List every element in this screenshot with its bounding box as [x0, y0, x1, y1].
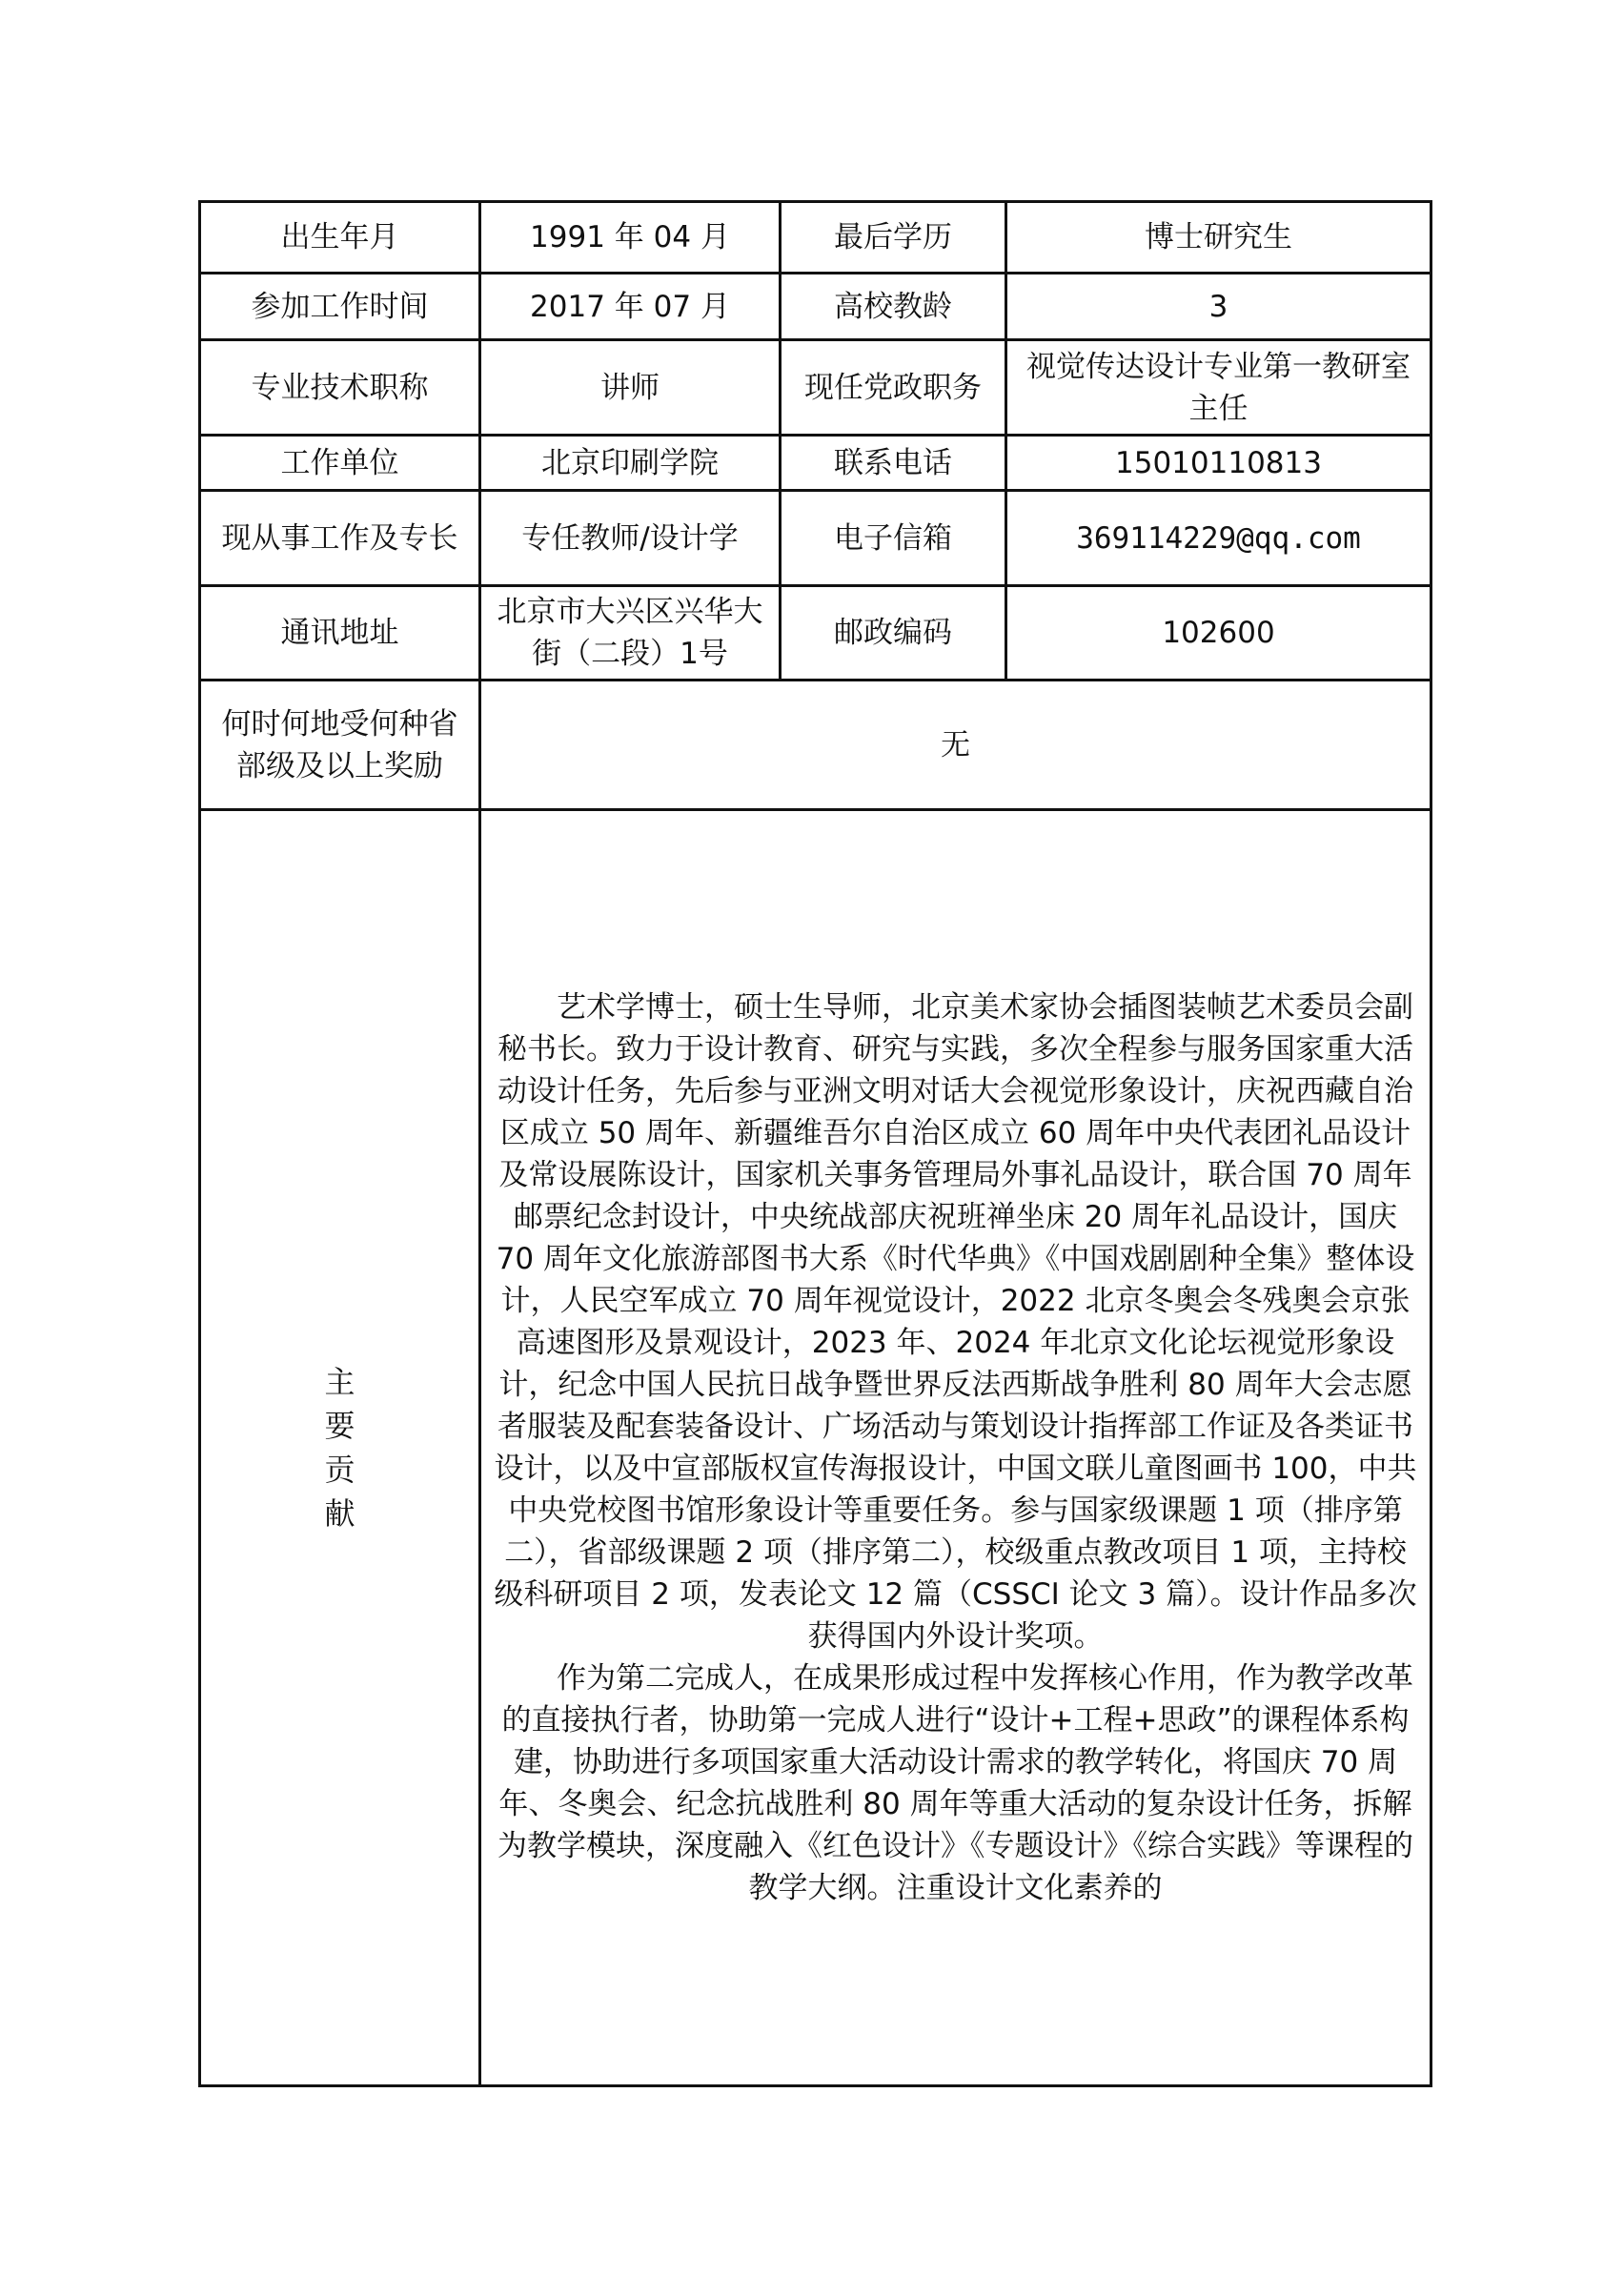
contribution-paragraph: 作为第二完成人，在成果形成过程中发挥核心作用，作为教学改革的直接执行者，协助第一完成人进行“设计+工程+思政”的课程体系构建，协助进行多项国家重大活动设计需求的教学转化，将国庆 70 周年、冬奥会、纪念抗战胜利 80 周年等重大活动的复杂设计任务，拆解为教学模块，深度融入《红色设计》《专题设计》《综合实践》等课程的教学大纲。注重设计文化素养的	[497, 1661, 1413, 1905]
table-row	[200, 681, 1431, 810]
postcode-value: 102600	[1006, 586, 1431, 681]
awards-label: 何时何地受何种省部级及以上奖励	[200, 681, 480, 810]
work-start-value: 2017 年 07 月	[480, 274, 781, 340]
email-value: 369114229@qq.com	[1006, 491, 1431, 586]
email-label: 电子信箱	[781, 491, 1006, 586]
table-row	[200, 436, 1431, 491]
contributions-label: 主要贡献	[324, 1364, 355, 1532]
position-label: 现任党政职务	[781, 340, 1006, 436]
contribution-paragraph: 艺术学博士，硕士生导师，北京美术家协会插图装帧艺术委员会副秘书长。致力于设计教育、研究与实践，多次全程参与服务国家重大活动设计任务，先后参与亚洲文明对话大会视觉形象设计，庆祝西藏自治区成立 50 周年、新疆维吾尔自治区成立 60 周年中央代表团礼品设计及常设展陈设计，国家机关事务管理局外事礼品设计，联合国 70 周年邮票纪念封设计，中央统战部庆祝班禅坐床 20 周年礼品设计，国庆 70 周年文化旅游部图书大系《时代华典》《中国戏剧剧种全集》整体设计，人民空军成立 70 周年视觉设计，2022 北京冬奥会冬残奥会京张高速图形及景观设计，2023 年、2024 年北京文化论坛视觉形象设计，纪念中国人民抗日战争暨世界反法西斯战争胜利 80 周年大会志愿者服装及配套装备设计、广场活动与策划设计指挥部工作证及各类证书设计，以及中宣部版权宣传海报设计，中国文联儿童图画书 100，中共中央党校图书馆形象设计等重要任务。参与国家级课题 1 项（排序第二），省部级课题 2 项（排序第二），校级重点教改项目 1 项，主持校级科研项目 2 项，发表论文 12 篇（CSSCI 论文 3 篇）。设计作品多次获得国内外设计奖项。	[494, 990, 1417, 1654]
awards-value: 无	[480, 681, 1431, 810]
title-label: 专业技术职称	[200, 340, 480, 436]
table-row	[200, 586, 1431, 681]
employer-value: 北京印刷学院	[480, 436, 781, 491]
current-work-label: 现从事工作及专长	[200, 491, 480, 586]
postcode-label: 邮政编码	[781, 586, 1006, 681]
phone-label: 联系电话	[781, 436, 1006, 491]
address-label: 通讯地址	[200, 586, 480, 681]
table-row	[200, 202, 1431, 274]
employer-label: 工作单位	[200, 436, 480, 491]
table-row	[200, 491, 1431, 586]
contributions-label-cell	[200, 810, 480, 2086]
phone-value: 15010110813	[1006, 436, 1431, 491]
education-label: 最后学历	[781, 202, 1006, 274]
table-row	[200, 810, 1431, 2086]
contributions-text	[480, 810, 1431, 2086]
teaching-years-value: 3	[1006, 274, 1431, 340]
position-value: 视觉传达设计专业第一教研室主任	[1006, 340, 1431, 436]
work-start-label: 参加工作时间	[200, 274, 480, 340]
personal-info-table	[198, 200, 1432, 2087]
address-value: 北京市大兴区兴华大街（二段）1号	[480, 586, 781, 681]
table-row	[200, 274, 1431, 340]
birth-date-label: 出生年月	[200, 202, 480, 274]
teaching-years-label: 高校教龄	[781, 274, 1006, 340]
current-work-value: 专任教师/设计学	[480, 491, 781, 586]
education-value: 博士研究生	[1006, 202, 1431, 274]
title-value: 讲师	[480, 340, 781, 436]
table-row	[200, 340, 1431, 436]
birth-date-value: 1991 年 04 月	[480, 202, 781, 274]
